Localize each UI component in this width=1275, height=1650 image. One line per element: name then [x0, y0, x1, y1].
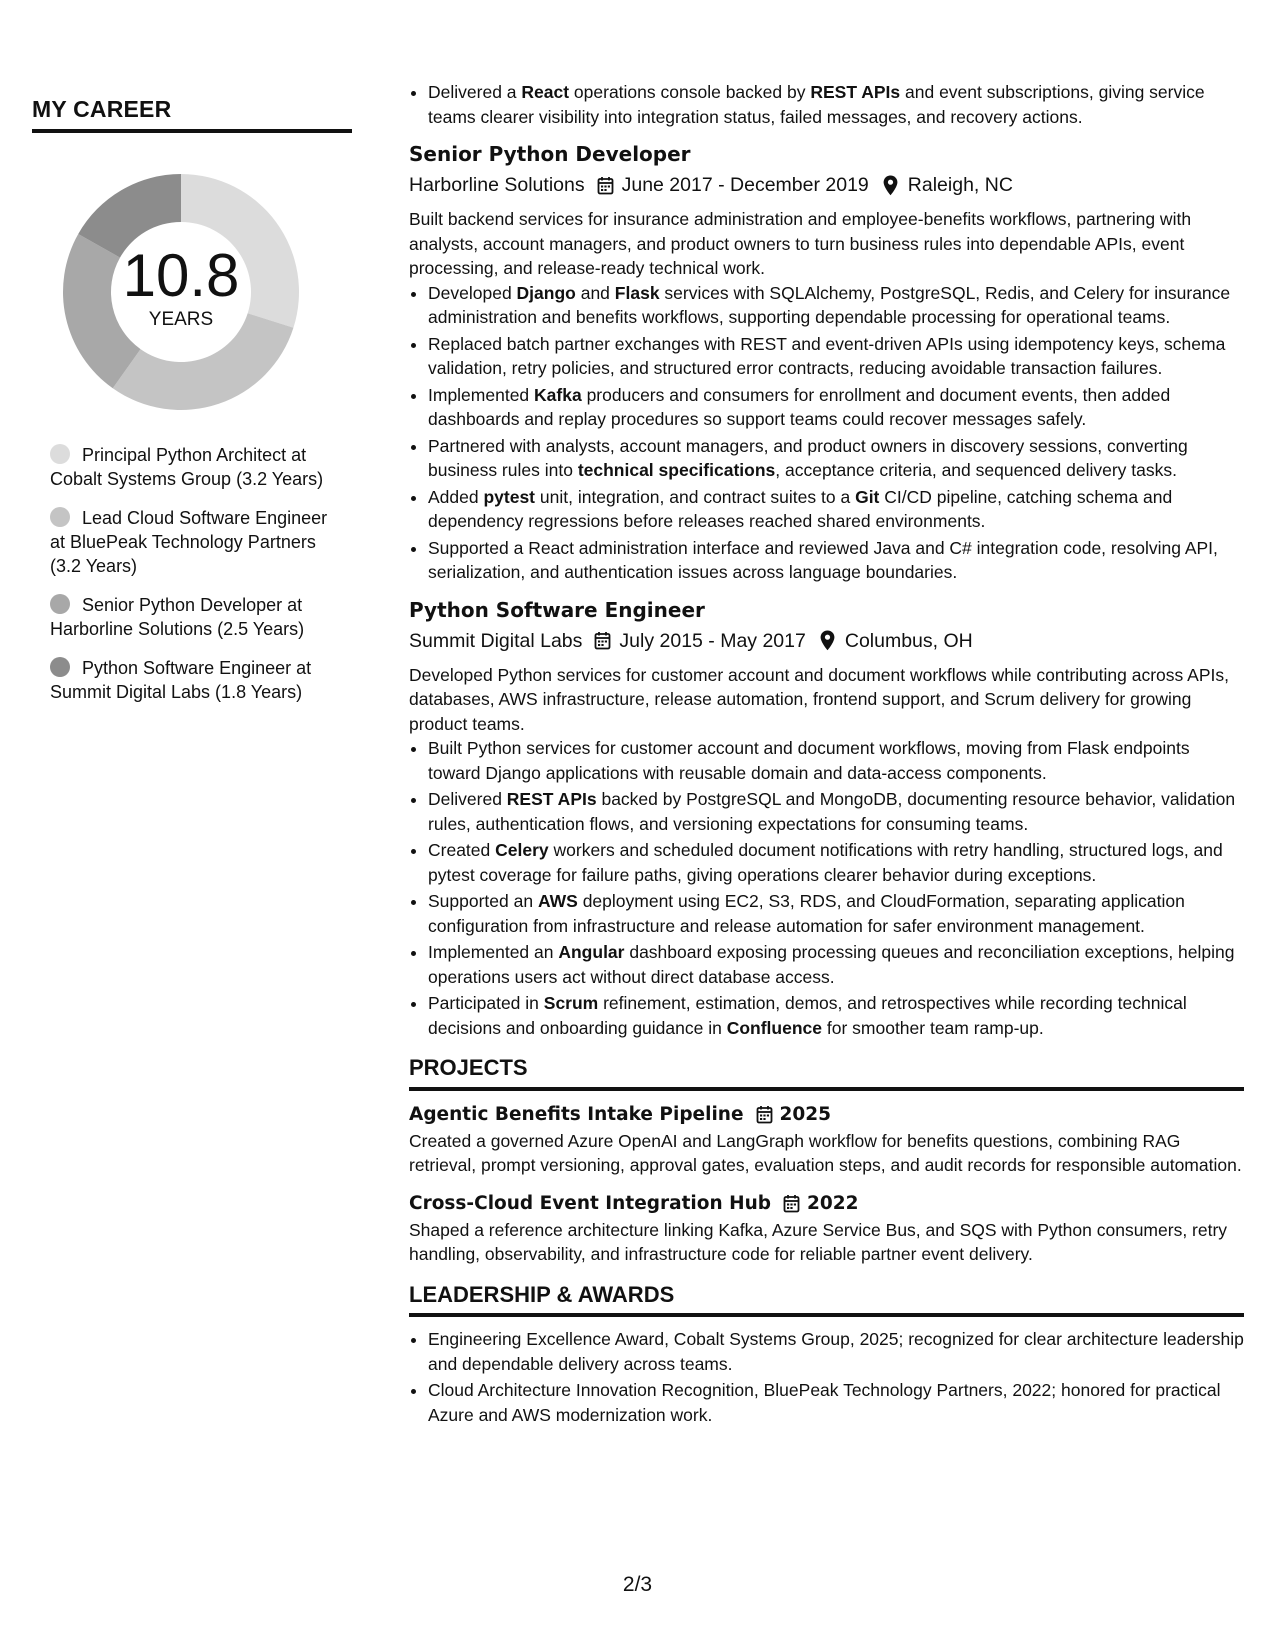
- awards-list: [409, 1327, 1244, 1427]
- legend-item: [50, 506, 340, 578]
- project-header: [409, 1101, 1244, 1129]
- experience-bullet: • Supported an AWS deployment using EC2, S3, RDS, and CloudFormation, separating application configuration from infrastructure and release automation for safer environment management.: [428, 889, 1244, 938]
- award-item: • Engineering Excellence Award, Cobalt Systems Group, 2025; recognized for clear architecture leadership and dependable delivery across teams.: [428, 1327, 1244, 1376]
- legend-label: Lead Cloud Software Engineer at BluePeak Technology Partners (3.2 Years): [50, 508, 328, 576]
- top-bullet-list: [409, 80, 1244, 129]
- experience-bullet: • Developed Django and Flask services with SQLAlchemy, PostgreSQL, Redis, and Celery for insurance administration and benefits workflows, supporting dependable processing for operational teams.: [428, 281, 1244, 330]
- legend-label: Python Software Engineer at Summit Digital Labs (1.8 Years): [50, 658, 312, 702]
- company-name: Harborline Solutions: [409, 174, 585, 196]
- legend-item: [50, 593, 340, 641]
- award-item: • Cloud Architecture Innovation Recognition, BluePeak Technology Partners, 2022; honored for practical Azure and AWS modernization work.: [428, 1378, 1244, 1427]
- experience-bullet: • Delivered REST APIs backed by PostgreSQL and MongoDB, documenting resource behavior, validation rules, authentication flows, and versioning expectations for consuming teams.: [428, 787, 1244, 836]
- legend-dot-icon: [50, 444, 70, 464]
- job-title: Python Software Engineer: [409, 597, 705, 622]
- career-legend: [50, 443, 340, 704]
- calendar-icon: [594, 631, 611, 650]
- job-location: Columbus, OH: [844, 629, 973, 652]
- job-bullet-list: [409, 736, 1244, 1040]
- job-meta: [409, 169, 1244, 201]
- job-location: Raleigh, NC: [907, 174, 1013, 196]
- experience-bullet: • Partnered with analysts, account managers, and product owners in discovery sessions, converting business rules into technical specifications, acceptance criteria, and sequenced delivery tasks.: [428, 434, 1244, 483]
- page-number: 2/3: [622, 1573, 653, 1596]
- total-years-unit: YEARS: [148, 309, 214, 330]
- job-dates: July 2015 - May 2017: [619, 629, 806, 652]
- project-description: Created a governed Azure OpenAI and LangGraph workflow for benefits questions, combining RAG retrieval, prompt versioning, approval gates, evaluation steps, and audit records for responsible automation.: [409, 1130, 1242, 1175]
- project-entry: [409, 1101, 1244, 1178]
- project-name: Cross-Cloud Event Integration Hub: [409, 1192, 771, 1214]
- job-summary: Built backend services for insurance administration and employee-benefits workflows, partnering with analysts, account managers, and product owners to turn business rules into dependable APIs, event processing, and release-ready technical work.: [409, 209, 1192, 278]
- experience-bullet: • Created Celery workers and scheduled document notifications with retry handling, structured logs, and pytest coverage for failure paths, giving operations clearer behavior during exceptions.: [428, 838, 1244, 887]
- legend-dot-icon: [50, 657, 70, 677]
- experience-bullet: • Added pytest unit, integration, and contract suites to a Git CI/CD pipeline, catching schema and dependency regressions before releases reached shared environments.: [428, 485, 1244, 534]
- legend-label: Senior Python Developer at Harborline Solutions (2.5 Years): [50, 595, 305, 639]
- experience-bullet: • Built Python services for customer account and document workflows, moving from Flask endpoints toward Django applications with reusable domain and data-access components.: [428, 736, 1244, 785]
- calendar-icon: [756, 1105, 773, 1124]
- project-year: 2025: [779, 1103, 832, 1125]
- calendar-icon: [597, 176, 614, 195]
- location-pin-icon: [820, 630, 835, 651]
- job-title: Senior Python Developer: [409, 142, 691, 166]
- legend-dot-icon: [50, 594, 70, 614]
- sidebar-title: MY CAREER: [32, 96, 352, 133]
- job-summary: Developed Python services for customer account and document workflows while contributing across APIs, databases, AWS infrastructure, release automation, frontend support, and Scrum delivery for growing product teams.: [409, 664, 1229, 734]
- job-entry: [409, 595, 1244, 1041]
- location-pin-icon: [883, 175, 898, 196]
- project-name: Agentic Benefits Intake Pipeline: [409, 1103, 744, 1125]
- projects-heading: PROJECTS: [409, 1056, 1244, 1091]
- career-donut-chart: [56, 167, 306, 417]
- experience-bullet: • Implemented Kafka producers and consumers for enrollment and document events, then added dashboards and replay procedures so support teams could recover messages safely.: [428, 383, 1244, 432]
- experience-bullet: • Replaced batch partner exchanges with REST and event-driven APIs using idempotency keys, schema validation, retry policies, and structured error contracts, reducing avoidable transaction failures.: [428, 332, 1244, 381]
- projects-list: [409, 1101, 1244, 1267]
- legend-item: [50, 656, 340, 704]
- awards-heading: LEADERSHIP & AWARDS: [409, 1283, 1244, 1318]
- experience-bullet: • Participated in Scrum refinement, estimation, demos, and retrospectives while recording technical decisions and onboarding guidance in Confluence for smoother team ramp-up.: [428, 991, 1244, 1040]
- job-dates: June 2017 - December 2019: [621, 174, 869, 196]
- calendar-icon: [783, 1194, 800, 1213]
- career-sidebar: [32, 96, 352, 719]
- experience-list: [409, 139, 1244, 1040]
- donut-center: [56, 167, 306, 417]
- project-description: Shaped a reference architecture linking Kafka, Azure Service Bus, and SQS with Python consumers, retry handling, observability, and infrastructure code for reliable partner event delivery.: [409, 1219, 1228, 1264]
- experience-bullet: • Delivered a React operations console backed by REST APIs and event subscriptions, giving service teams clearer visibility into integration status, failed messages, and recovery actions.: [428, 80, 1244, 129]
- experience-bullet: • Implemented an Angular dashboard exposing processing queues and reconciliation exceptions, helping operations users act without direct database access.: [428, 940, 1244, 989]
- main-content: [409, 80, 1244, 1429]
- job-meta: [409, 625, 1244, 657]
- total-years-value: 10.8: [122, 242, 240, 309]
- job-bullet-list: [409, 281, 1244, 585]
- company-name: Summit Digital Labs: [409, 629, 583, 652]
- legend-dot-icon: [50, 507, 70, 527]
- legend-item: [50, 443, 340, 491]
- job-entry: [409, 139, 1244, 585]
- project-year: 2022: [807, 1192, 859, 1214]
- legend-label: Principal Python Architect at Cobalt Systems Group (3.2 Years): [50, 445, 324, 489]
- experience-bullet: • Supported a React administration interface and reviewed Java and C# integration code, resolving API, serialization, and authentication issues across language boundaries.: [428, 536, 1244, 585]
- project-header: [409, 1190, 1244, 1218]
- project-entry: [409, 1190, 1244, 1267]
